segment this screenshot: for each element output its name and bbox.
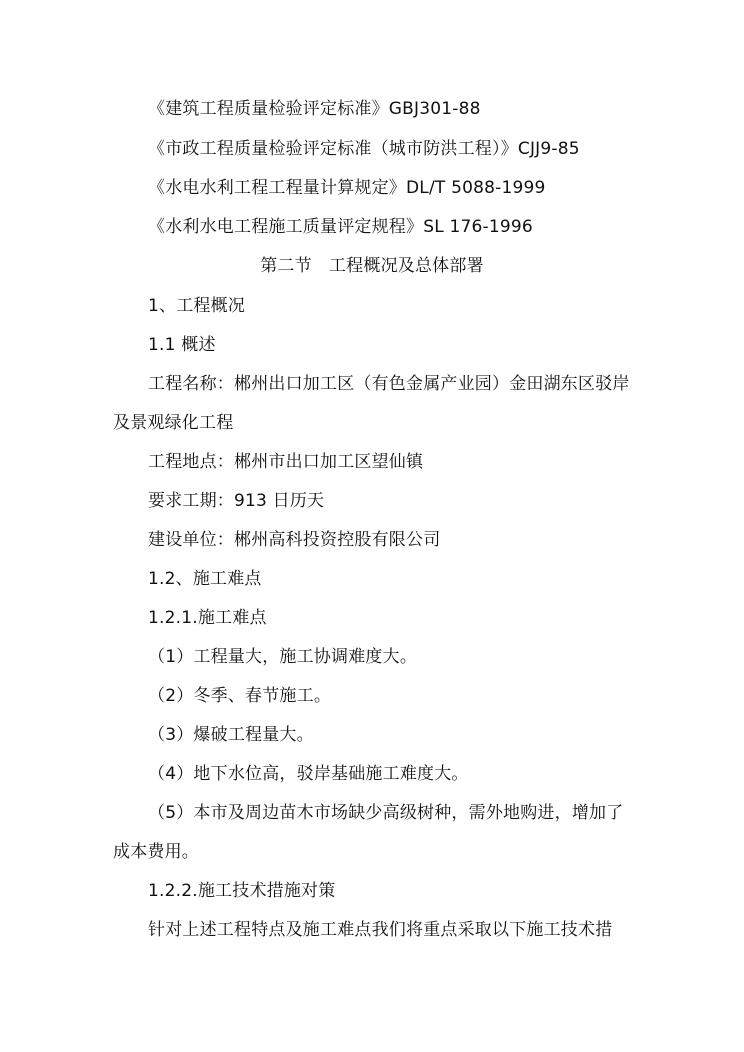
difficulty-item-continued: 成本费用。 — [113, 842, 199, 862]
heading-construction-difficulties: 1.2、施工难点 — [148, 569, 262, 589]
project-location: 工程地点：郴州市出口加工区望仙镇 — [148, 452, 424, 472]
section-title: 第二节 工程概况及总体部署 — [260, 256, 484, 276]
reference-item: 《水电水利工程工程量计算规定》DL/T 5088-1999 — [148, 178, 546, 198]
project-name-continued: 及景观绿化工程 — [113, 413, 234, 433]
heading-summary: 1.1 概述 — [148, 335, 216, 355]
project-name: 工程名称：郴州出口加工区（有色金属产业园）金田湖东区驳岸 — [148, 374, 630, 394]
difficulty-item: （1）工程量大，施工协调难度大。 — [148, 647, 418, 667]
difficulty-item: （4）地下水位高，驳岸基础施工难度大。 — [148, 764, 469, 784]
difficulty-item: （2）冬季、春节施工。 — [148, 686, 332, 706]
project-schedule: 要求工期：913 日历天 — [148, 491, 325, 511]
reference-item: 《水利水电工程施工质量评定规程》SL 176-1996 — [148, 217, 533, 237]
subheading-construction-difficulties: 1.2.1.施工难点 — [148, 608, 267, 628]
difficulty-item: （5）本市及周边苗木市场缺少高级树种，需外地购进，增加了 — [148, 803, 624, 823]
reference-item: 《市政工程质量检验评定标准（城市防洪工程）》CJJ9-85 — [148, 139, 580, 159]
subheading-technical-measures: 1.2.2.施工技术措施对策 — [148, 881, 336, 901]
measures-paragraph: 针对上述工程特点及施工难点我们将重点采取以下施工技术措 — [148, 920, 613, 940]
difficulty-item: （3）爆破工程量大。 — [148, 725, 314, 745]
heading-project-overview: 1、工程概况 — [148, 296, 246, 316]
project-owner: 建设单位：郴州高科投资控股有限公司 — [148, 530, 441, 550]
reference-item: 《建筑工程质量检验评定标准》GBJ301-88 — [148, 99, 481, 119]
